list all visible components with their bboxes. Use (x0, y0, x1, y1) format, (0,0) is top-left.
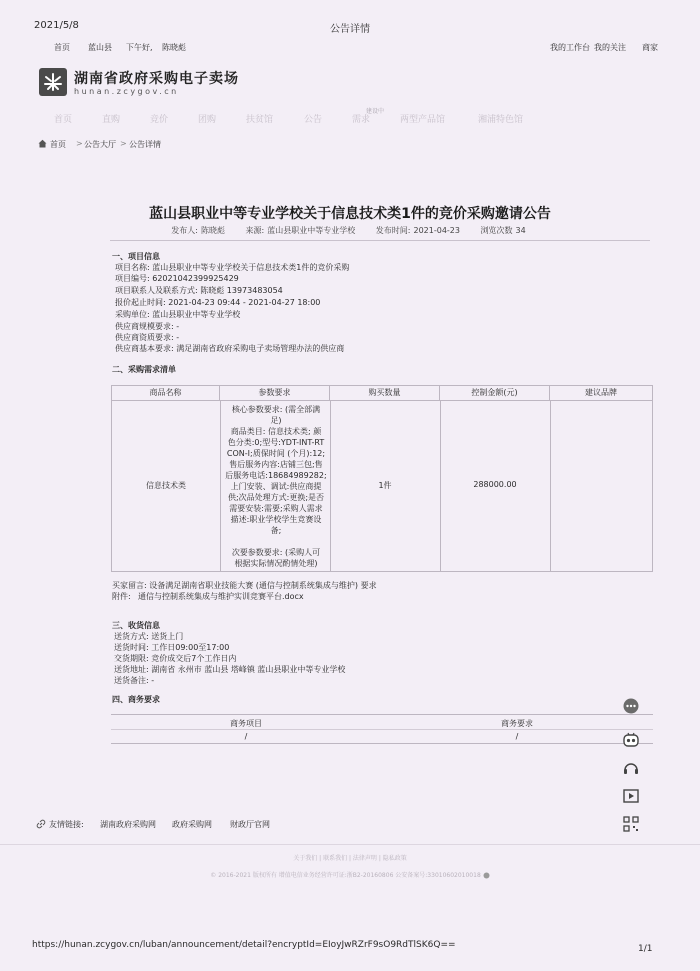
business-requirement-value: / (515, 732, 519, 741)
spec-line: 供;次品处理方式:更换;是否 (227, 493, 325, 502)
spec-line (225, 536, 327, 547)
spec-line: 商品类目: 信息技术类; 颜 (230, 427, 322, 436)
attachment-label: 附件: (112, 592, 131, 601)
spec-line: 核心参数要求: (需全部满 (231, 405, 321, 414)
link-icon (36, 819, 46, 829)
spec-line: 上门安装、调试:供应商提 (230, 482, 322, 491)
title-divider (110, 240, 650, 241)
region-selector[interactable]: 蓝山县 (88, 43, 112, 52)
nav-item-direct-buy[interactable]: 直购 (102, 115, 121, 125)
print-page-number: 1/1 (638, 944, 653, 954)
spec-line: 后服务电话:18684989282; (225, 471, 327, 480)
nav-item-bidding[interactable]: 竞价 (150, 115, 169, 125)
views-label: 浏览次数 (480, 226, 513, 235)
notice-title: 蓝山县职业中等专业学校关于信息技术类1件的竞价采购邀请公告 (149, 206, 551, 222)
delivery-note: 送货备注: - (114, 676, 155, 685)
main-nav (0, 106, 700, 128)
col-header-brand: 建议品牌 (585, 388, 617, 397)
notice-meta (0, 225, 700, 236)
item-spec (225, 404, 327, 569)
robot-icon[interactable] (622, 731, 640, 749)
headset-icon[interactable] (622, 759, 640, 777)
breadcrumb-notice-hall[interactable]: 公告大厅 (84, 140, 116, 149)
project-contact: 项目联系人及联系方式: 陈晓彪 13973483054 (115, 286, 283, 295)
footer-divider (0, 844, 700, 845)
link-ccgp[interactable]: 政府采购网 (172, 820, 212, 829)
attachment-link[interactable]: 通信与控制系统集成与维护实训竞赛平台.docx (138, 592, 304, 601)
source: 蓝山县职业中等专业学校 (267, 226, 356, 235)
project-name: 项目名称: 蓝山县职业中等专业学校关于信息技术类1件的竞价采购 (115, 263, 350, 272)
item-amount: 288000.00 (473, 480, 517, 489)
print-url: https://hunan.zcygov.cn/luban/announcement/detail?encryptId=EIoyJwRZrF9sO9RdTlSK6Q== (32, 940, 456, 950)
nav-item-notice[interactable]: 公告 (304, 115, 323, 125)
publish-time: 2021-04-23 (413, 226, 460, 235)
breadcrumb-separator: > (76, 139, 83, 148)
item-name: 信息技术类 (146, 481, 186, 490)
nav-item-poverty[interactable]: 扶贫馆 (246, 115, 274, 125)
top-home-link[interactable]: 首页 (54, 43, 70, 52)
nav-item-local-specialty[interactable]: 湘浦特色馆 (478, 115, 524, 125)
spec-line: 根据实际情况酌情处理) (234, 559, 318, 568)
supplier-scale: 供应商规模要求: - (115, 322, 180, 331)
spec-line: 需要安装:需要;采购人需求 (229, 504, 323, 513)
section-project-heading: 一、项目信息 (112, 252, 160, 261)
supplier-basic: 供应商基本要求: 满足湖南省政府采购电子卖场管理办法的供应商 (115, 344, 345, 353)
link-finance-dept[interactable]: 财政厅官网 (230, 820, 270, 829)
breadcrumb-current: 公告详情 (129, 140, 161, 149)
section-business-heading: 四、商务要求 (112, 695, 160, 704)
spec-line: 描述:职业学校学生竞赛设 (230, 515, 322, 524)
home-icon (38, 139, 47, 148)
business-header-requirement: 商务要求 (501, 719, 533, 728)
nav-item-green-products[interactable]: 两型产品馆 (400, 115, 446, 125)
supplier-qualification: 供应商资质要求: - (115, 333, 180, 342)
spec-line: 色分类:0;型号:YDT-INT-RT (227, 438, 325, 447)
delivery-address: 送货地址: 湖南省 永州市 蓝山县 塔峰镇 蓝山县职业中等专业学校 (114, 665, 346, 674)
purchasing-unit: 采购单位: 蓝山县职业中等专业学校 (115, 310, 241, 319)
business-item-value: / (244, 732, 248, 741)
delivery-method: 送货方式: 送货上门 (114, 632, 184, 641)
top-bar (0, 36, 700, 58)
business-table (111, 714, 653, 744)
breadcrumb-home[interactable]: 首页 (50, 140, 66, 149)
footer-links-row[interactable]: 关于我们 | 联系我们 | 法律声明 | 隐私政策 (293, 855, 407, 862)
site-name[interactable]: 湖南省政府采购电子卖场 (74, 71, 239, 87)
section-purchase-heading: 二、采购需求清单 (112, 365, 176, 374)
col-header-amount: 控制金额(元) (440, 386, 550, 400)
source-label: 来源: (245, 226, 265, 235)
link-hunan-ccgp[interactable]: 湖南政府采购网 (100, 820, 156, 829)
spec-line: 足) (270, 416, 282, 425)
chat-bubble-icon[interactable] (622, 697, 640, 715)
purchase-table (111, 385, 653, 572)
qrcode-icon[interactable] (622, 815, 640, 833)
item-quantity: 1件 (378, 481, 392, 490)
nav-building-badge: 建设中 (366, 108, 385, 115)
print-date: 2021/5/8 (34, 20, 79, 31)
col-header-name: 商品名称 (112, 386, 220, 400)
friend-links-label: 友情链接: (49, 820, 84, 829)
merchant-link[interactable]: 商家 (642, 43, 658, 52)
breadcrumb-separator: > (120, 139, 127, 148)
buyer-remark: 买家留言: 设备满足湖南省职业技能大赛 (通信与控制系统集成与维护) 要求 (112, 581, 377, 590)
nav-item-group-buy[interactable]: 团购 (198, 115, 217, 125)
my-follow-link[interactable]: 我的关注 (594, 43, 626, 52)
spec-line: CON-I;质保时间 (个月):12; (226, 449, 326, 458)
police-badge-icon (483, 872, 490, 879)
spec-line: 备; (270, 526, 282, 535)
delivery-deadline: 交货期限: 竞价成交后7个工作日内 (114, 654, 237, 663)
delivery-time: 送货时间: 工作日09:00至17:00 (114, 643, 230, 652)
video-play-icon[interactable] (622, 787, 640, 805)
publish-time-label: 发布时间: (375, 226, 411, 235)
publisher-label: 发布人: (171, 226, 198, 235)
footer-copyright (0, 870, 700, 879)
greeting-text: 下午好, (126, 43, 153, 52)
project-code: 项目编号: 62021042399925429 (115, 274, 239, 283)
publisher: 陈晓彪 (200, 226, 225, 235)
col-header-qty: 购买数量 (330, 386, 440, 400)
views-count: 34 (515, 226, 526, 235)
section-delivery-heading: 三、收货信息 (112, 621, 160, 630)
nav-item-demand[interactable]: 需求 (352, 115, 371, 125)
col-header-spec: 参数要求 (220, 386, 330, 400)
spec-line: 次要参数要求: (采购人可 (231, 548, 321, 557)
nav-item-home[interactable]: 首页 (54, 115, 73, 125)
user-name-link[interactable]: 陈晓彪 (162, 43, 186, 52)
my-workbench-link[interactable]: 我的工作台 (550, 43, 590, 52)
spec-line: 售后服务内容:店铺三包;售 (229, 460, 323, 469)
print-title: 公告详情 (330, 24, 370, 35)
site-domain: hunan.zcygov.cn (74, 87, 179, 96)
logo-icon[interactable] (39, 68, 67, 96)
quote-period: 报价起止时间: 2021-04-23 09:44 - 2021-04-27 18:00 (115, 298, 321, 307)
copyright-text: © 2016-2021 版权所有 增值电信业务经营许可证:浙B2-20160806 公安备案号:33010602010018 (210, 872, 481, 879)
business-header-item: 商务项目 (230, 719, 262, 728)
